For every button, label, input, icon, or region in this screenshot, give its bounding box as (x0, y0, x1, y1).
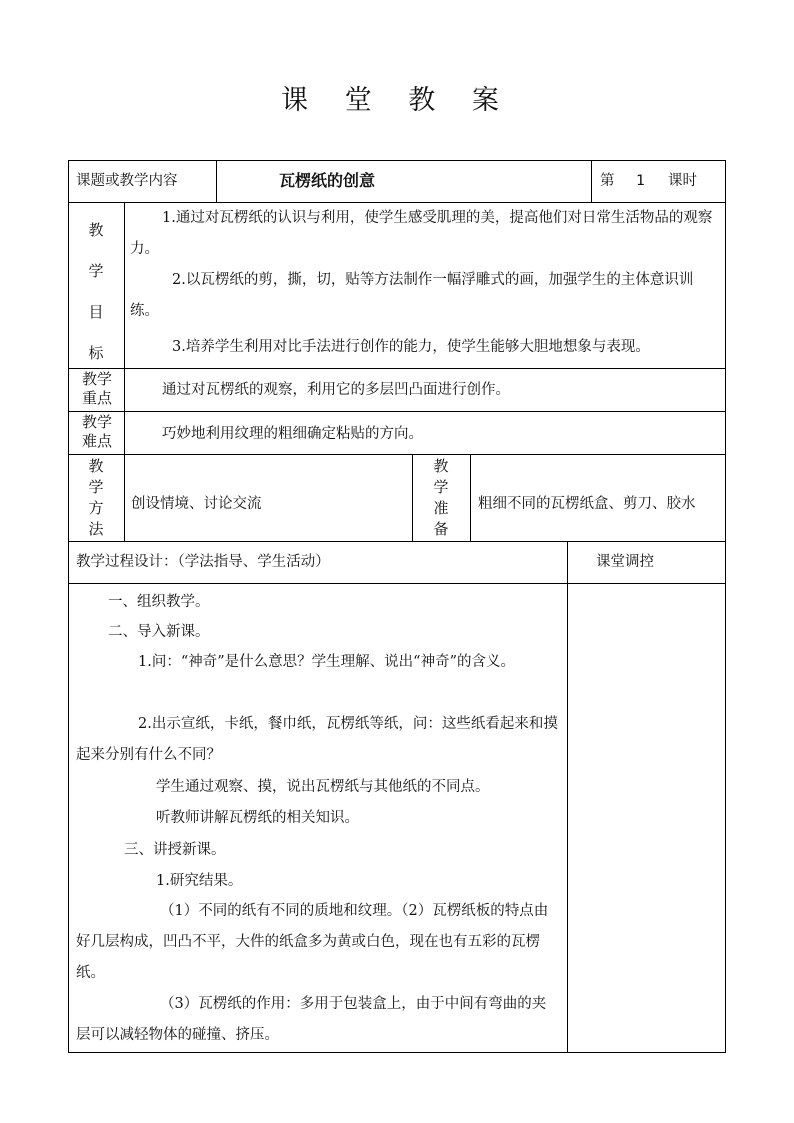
control-header: 课堂调控 (596, 554, 654, 570)
process-line: 2.出示宣纸，卡纸，餐巾纸，瓦楞纸等纸，问：这些纸看起来和摸起来分别有什么不同？ (76, 716, 558, 763)
page-title: 课 堂 教 案 (281, 85, 513, 116)
objectives-label-char: 标 (88, 344, 104, 362)
topic-title: 瓦楞纸的创意 (279, 171, 376, 190)
row-divider (68, 541, 726, 542)
objectives-label-char: 学 (88, 262, 104, 280)
period-prefix: 第 (600, 173, 615, 189)
preparation-label-char: 教 (433, 457, 449, 475)
methods-label-char: 法 (88, 520, 104, 538)
col-divider (216, 160, 217, 202)
topic-label: 课题或教学内容 (76, 173, 178, 189)
difficulties-text: 巧妙地利用纹理的粗细确定粘贴的方向。 (162, 426, 423, 442)
col-divider (567, 541, 568, 1053)
process-line: （3）瓦楞纸的作用：多用于包装盒上，由于中间有弯曲的夹层可以减轻物体的碰撞、挤压。 (76, 996, 547, 1043)
methods-label-char: 学 (88, 478, 104, 496)
row-divider (68, 583, 726, 584)
key-points-label-line: 重点 (81, 389, 112, 407)
methods-label (80, 456, 112, 540)
difficulties-label (72, 413, 122, 451)
key-points-label (72, 370, 122, 408)
process-line: 听教师讲解瓦楞纸的相关知识。 (156, 810, 359, 826)
period-number: 1 (636, 173, 645, 189)
preparation-label-char: 学 (433, 478, 449, 496)
key-points-text: 通过对瓦楞纸的观察，利用它的多层凹凸面进行创作。 (162, 382, 510, 398)
methods-label-char: 方 (88, 499, 104, 517)
methods-label-char: 教 (88, 457, 104, 475)
row-divider (68, 368, 726, 369)
process-line: （1）不同的纸有不同的质地和纹理。（2）瓦楞纸板的特点由好几层构成，凹凸不平，大件的纸盒多为黄或白色，现在也有五彩的瓦楞纸。 (76, 903, 549, 981)
objective-item: 3.培养学生利用对比手法进行创作的能力，使学生能够大胆地想象与表现。 (172, 339, 650, 355)
objective-item: 2.以瓦楞纸的剪，撕，切，贴等方法制作一幅浮雕式的画，加强学生的主体意识训练。 (130, 272, 694, 319)
col-divider (470, 454, 471, 541)
row-divider (68, 454, 726, 455)
preparation-label-char: 准 (433, 499, 449, 517)
process-line: 1.研究结果。 (156, 873, 243, 889)
difficulties-label-line: 教学 (81, 413, 112, 431)
col-divider (124, 202, 125, 541)
process-line: 学生通过观察、摸，说出瓦楞纸与其他纸的不同点。 (156, 779, 490, 795)
methods-text: 创设情境、讨论交流 (131, 496, 262, 512)
row-divider (68, 411, 726, 412)
objective-item: 1.通过对瓦楞纸的认识与利用，使学生感受肌理的美，提高他们对日常生活物品的观察力。 (130, 210, 713, 257)
process-line: 三、讲授新课。 (124, 842, 226, 858)
objectives-label-char: 教 (88, 221, 104, 239)
process-line: 1.问：“神奇”是什么意思？学生理解、说出“神奇”的含义。 (138, 654, 515, 670)
preparation-label-char: 备 (433, 520, 449, 538)
preparation-text: 粗细不同的瓦楞纸盒、剪刀、胶水 (478, 496, 696, 512)
key-points-label-line: 教学 (81, 370, 112, 388)
process-line: 二、导入新课。 (108, 624, 210, 640)
difficulties-label-line: 难点 (81, 432, 112, 450)
objectives-label-char: 目 (88, 303, 104, 321)
preparation-label (425, 456, 457, 540)
period-suffix: 课时 (668, 173, 697, 189)
objectives-label (80, 210, 112, 374)
col-divider (591, 160, 592, 202)
process-header: 教学过程设计：（学法指导、学生活动） (76, 554, 330, 570)
process-line: 一、组织教学。 (108, 594, 210, 610)
col-divider (412, 454, 413, 541)
